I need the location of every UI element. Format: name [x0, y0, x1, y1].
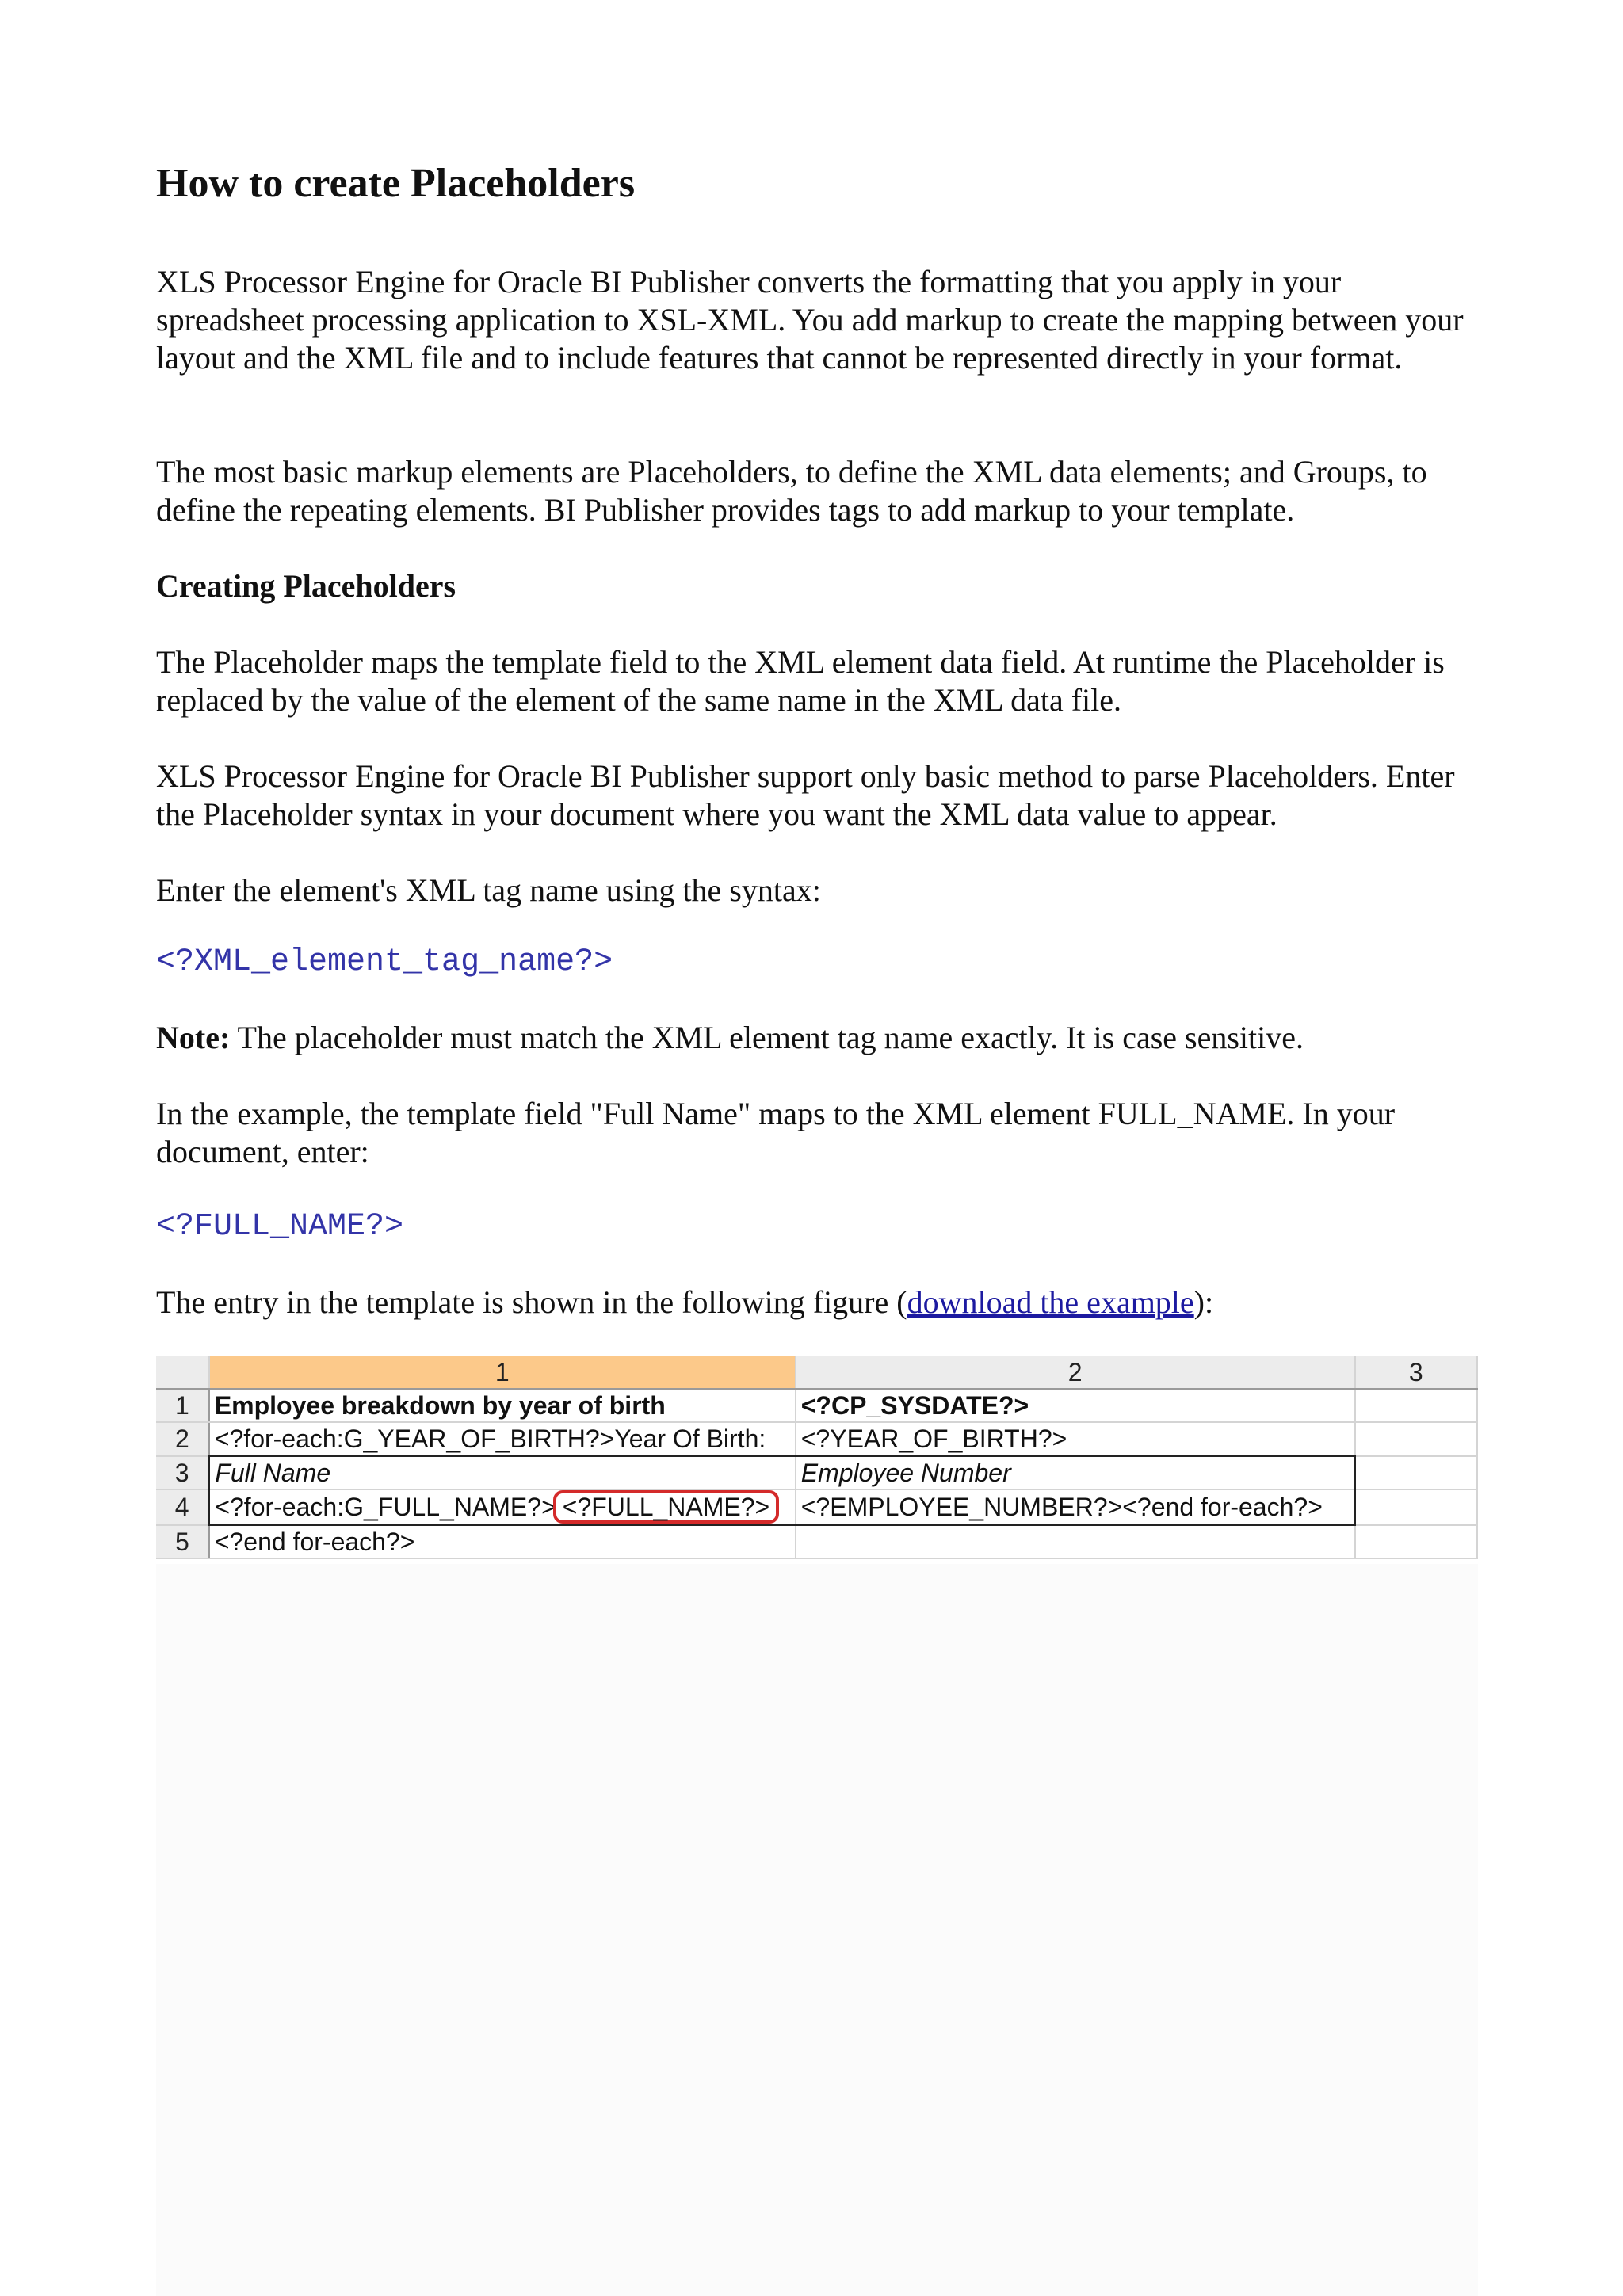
column-header-2: 2	[796, 1356, 1355, 1389]
section-subheading: Creating Placeholders	[156, 568, 456, 604]
page-title: How to create Placeholders	[156, 161, 636, 206]
cell-r3-c2: Employee Number	[796, 1456, 1355, 1490]
cell-r1-c2: <?CP_SYSDATE?>	[796, 1389, 1355, 1422]
download-example-link[interactable]: download the example	[907, 1284, 1194, 1320]
figure-caption-suffix: ):	[1193, 1284, 1214, 1320]
cell-r4-c3	[1355, 1489, 1477, 1525]
figure-background	[156, 1564, 1478, 2296]
basic-elements-paragraph: The most basic markup elements are Placeholders, to define the XML data elements; and Groups, to define the repeating elements. BI Publisher provides tags to add markup to your template.	[156, 454, 1427, 528]
example-paragraph: In the example, the template field "Full Name" maps to the XML element FULL_NAME. In your document, enter:	[156, 1096, 1396, 1169]
cell-r3-c3	[1355, 1456, 1477, 1490]
table-row	[156, 1456, 1477, 1490]
placeholder-maps-paragraph: The Placeholder maps the template field to the XML element data field. At runtime the Placeholder is replaced by the value of the element of the same name in the XML data file.	[156, 644, 1445, 718]
figure-caption	[156, 1283, 1487, 1322]
column-header-1: 1	[209, 1356, 796, 1389]
cell-r4-c1	[209, 1489, 796, 1525]
row-header: 2	[156, 1422, 209, 1456]
cell-r5-c3	[1355, 1525, 1477, 1559]
cell-r1-c1: Employee breakdown by year of birth	[209, 1389, 796, 1422]
table-row	[156, 1525, 1477, 1559]
figure-caption-prefix: The entry in the template is shown in the following figure (	[156, 1284, 907, 1320]
cell-r2-c1: <?for-each:G_YEAR_OF_BIRTH?>Year Of Birth:	[209, 1422, 796, 1456]
note-paragraph	[156, 1019, 1487, 1057]
table-row	[156, 1489, 1477, 1525]
example-code: <?FULL_NAME?>	[156, 1209, 404, 1245]
column-header-3: 3	[1355, 1356, 1477, 1389]
note-label: Note:	[156, 1020, 231, 1055]
cell-r1-c3	[1355, 1389, 1477, 1422]
row-header: 1	[156, 1389, 209, 1422]
intro-paragraph: XLS Processor Engine for Oracle BI Publisher converts the formatting that you apply in your spreadsheet processing application to XSL-XML. You add markup to create the mapping between your layout and the XML file and to include features that cannot be represented directly in your format.	[156, 264, 1464, 376]
cell-r5-c1: <?end for-each?>	[209, 1525, 796, 1559]
cell-r4-c1-text: <?for-each:G_FULL_NAME?>	[215, 1493, 556, 1521]
row-header: 5	[156, 1525, 209, 1559]
cell-r5-c2	[796, 1525, 1355, 1559]
cell-r3-c1: Full Name	[209, 1456, 796, 1490]
corner-cell	[156, 1356, 209, 1389]
column-header-row	[156, 1356, 1477, 1389]
parse-support-paragraph: XLS Processor Engine for Oracle BI Publisher support only basic method to parse Placeholders. Enter the Placeholder syntax in your document where you want the XML data value to appear.	[156, 758, 1455, 832]
row-header: 4	[156, 1489, 209, 1525]
full-name-highlight: <?FULL_NAME?>	[553, 1490, 779, 1524]
cell-r2-c2: <?YEAR_OF_BIRTH?>	[796, 1422, 1355, 1456]
syntax-code: <?XML_element_tag_name?>	[156, 944, 613, 980]
table-row	[156, 1389, 1477, 1422]
syntax-intro-paragraph: Enter the element's XML tag name using the syntax:	[156, 872, 821, 908]
table-row	[156, 1422, 1477, 1456]
cell-r4-c2: <?EMPLOYEE_NUMBER?><?end for-each?>	[796, 1489, 1355, 1525]
cell-r2-c3	[1355, 1422, 1477, 1456]
row-header: 3	[156, 1456, 209, 1490]
spreadsheet-table	[156, 1356, 1478, 1559]
note-text: The placeholder must match the XML element tag name exactly. It is case sensitive.	[230, 1020, 1304, 1055]
spreadsheet-figure	[156, 1356, 1478, 1564]
